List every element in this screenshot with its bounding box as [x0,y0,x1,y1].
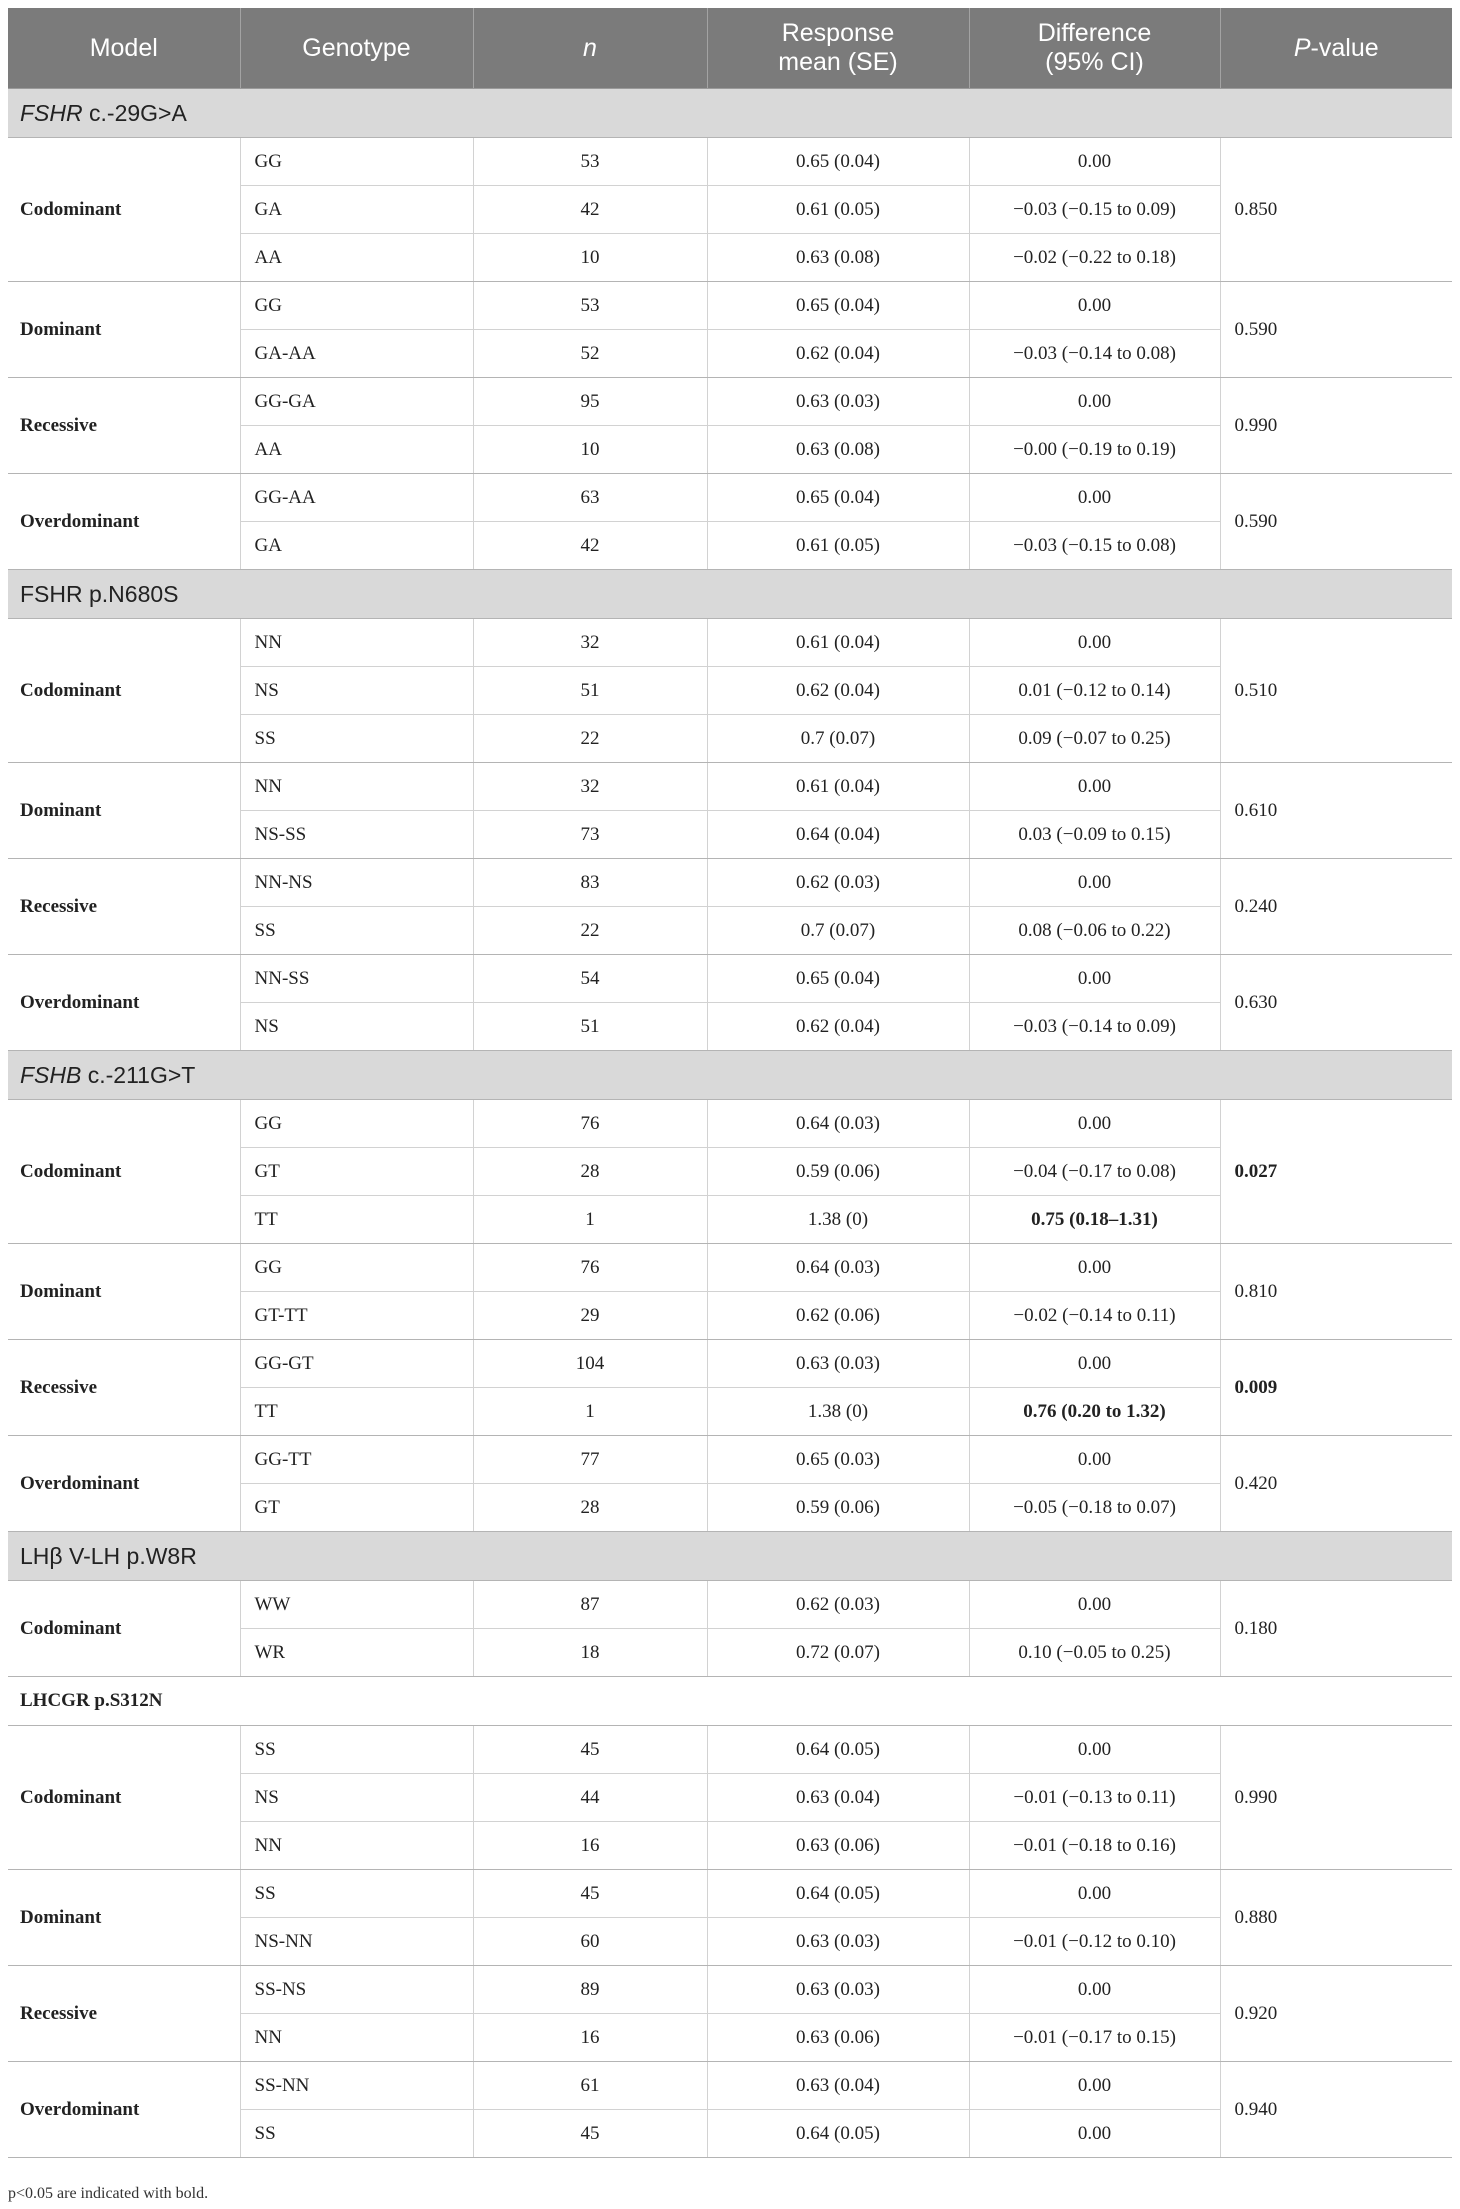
response-mean-cell: 0.65 (0.04) [707,474,969,522]
header-pvalue-letter: P [1293,33,1311,62]
genotype-cell: SS [240,1726,473,1774]
model-cell: Codominant [8,1726,240,1870]
genotype-cell: GG-AA [240,474,473,522]
table-row [8,1100,1452,1148]
n-cell: 45 [473,1726,707,1774]
header-response-line1: Response [781,19,895,47]
genotype-cell: NS [240,1774,473,1822]
header-difference-line1: Difference [1037,19,1152,47]
table-row [8,1581,1452,1629]
n-cell: 44 [473,1774,707,1822]
model-cell: Dominant [8,1244,240,1340]
response-mean-cell: 0.62 (0.06) [707,1292,969,1340]
table-row [8,474,1452,522]
response-mean-cell: 0.64 (0.04) [707,811,969,859]
response-mean-cell: 0.63 (0.08) [707,426,969,474]
difference-cell: 0.00 [969,282,1220,330]
difference-cell: 0.00 [969,2062,1220,2110]
response-mean-cell: 0.63 (0.03) [707,378,969,426]
difference-cell: 0.00 [969,955,1220,1003]
genotype-cell: NN [240,763,473,811]
n-cell: 28 [473,1148,707,1196]
response-mean-cell: 0.65 (0.04) [707,282,969,330]
n-cell: 29 [473,1292,707,1340]
n-cell: 76 [473,1100,707,1148]
model-cell: Dominant [8,282,240,378]
section-title [8,89,1452,138]
n-cell: 1 [473,1196,707,1244]
pvalue-cell: 0.240 [1220,859,1452,955]
pvalue-cell: 0.880 [1220,1870,1452,1966]
model-cell: Codominant [8,138,240,282]
header-pvalue-rest: -value [1310,33,1379,62]
results-table-container [8,8,1452,2158]
response-mean-cell: 0.64 (0.05) [707,1726,969,1774]
model-cell: Overdominant [8,955,240,1051]
difference-cell: −0.02 (−0.14 to 0.11) [969,1292,1220,1340]
response-mean-cell: 1.38 (0) [707,1388,969,1436]
pvalue-cell: 0.180 [1220,1581,1452,1677]
response-mean-cell: 0.61 (0.04) [707,619,969,667]
genotype-cell: GG-GT [240,1340,473,1388]
difference-cell: 0.00 [969,1581,1220,1629]
pvalue-cell: 0.630 [1220,955,1452,1051]
genotype-cell: GG-TT [240,1436,473,1484]
difference-cell: 0.10 (−0.05 to 0.25) [969,1629,1220,1677]
difference-cell: 0.00 [969,378,1220,426]
response-mean-cell: 0.63 (0.08) [707,234,969,282]
difference-cell: −0.01 (−0.12 to 0.10) [969,1918,1220,1966]
genotype-cell: SS-NN [240,2062,473,2110]
response-mean-cell: 0.63 (0.03) [707,1918,969,1966]
genotype-cell: GG [240,138,473,186]
model-cell: Recessive [8,1340,240,1436]
model-cell: Codominant [8,619,240,763]
difference-cell: 0.01 (−0.12 to 0.14) [969,667,1220,715]
response-mean-cell: 0.61 (0.05) [707,522,969,570]
difference-cell: −0.03 (−0.15 to 0.08) [969,522,1220,570]
table-row [8,1966,1452,2014]
n-cell: 16 [473,1822,707,1870]
model-cell: Dominant [8,763,240,859]
footnote: p<0.05 are indicated with bold. [8,2185,209,2202]
n-cell: 73 [473,811,707,859]
difference-cell: −0.03 (−0.15 to 0.09) [969,186,1220,234]
table-row [8,378,1452,426]
pvalue-cell: 0.810 [1220,1244,1452,1340]
response-mean-cell: 0.64 (0.03) [707,1244,969,1292]
response-mean-cell: 0.61 (0.04) [707,763,969,811]
difference-cell: 0.00 [969,1870,1220,1918]
n-cell: 95 [473,378,707,426]
section-title [8,1677,1452,1726]
section-row [8,1677,1452,1726]
n-cell: 22 [473,907,707,955]
genotype-cell: GT [240,1484,473,1532]
genotype-cell: NN [240,1822,473,1870]
genotype-cell: GA [240,522,473,570]
genotype-cell: NS [240,1003,473,1051]
genotype-cell: GG [240,1100,473,1148]
section-gene: FSHB [20,1061,82,1088]
n-cell: 45 [473,2110,707,2158]
difference-cell: −0.01 (−0.17 to 0.15) [969,2014,1220,2062]
difference-cell: −0.01 (−0.13 to 0.11) [969,1774,1220,1822]
difference-cell: −0.02 (−0.22 to 0.18) [969,234,1220,282]
section-row [8,1532,1452,1581]
model-cell: Recessive [8,1966,240,2062]
header-response-mean [707,8,969,89]
n-cell: 32 [473,619,707,667]
genotype-cell: TT [240,1196,473,1244]
genotype-cell: WW [240,1581,473,1629]
difference-cell: 0.03 (−0.09 to 0.15) [969,811,1220,859]
n-cell: 54 [473,955,707,1003]
section-gene: FSHR p.N680S [20,580,179,607]
response-mean-cell: 0.62 (0.04) [707,667,969,715]
genotype-cell: NS [240,667,473,715]
model-cell: Dominant [8,1870,240,1966]
genotype-cell: SS [240,2110,473,2158]
n-cell: 42 [473,522,707,570]
header-difference [969,8,1220,89]
difference-cell: 0.00 [969,619,1220,667]
pvalue-cell: 0.610 [1220,763,1452,859]
table-row [8,1870,1452,1918]
n-cell: 10 [473,234,707,282]
difference-cell: 0.00 [969,1726,1220,1774]
response-mean-cell: 0.59 (0.06) [707,1484,969,1532]
header-n-text: n [583,33,597,62]
difference-cell: 0.75 (0.18–1.31) [969,1196,1220,1244]
difference-cell: −0.04 (−0.17 to 0.08) [969,1148,1220,1196]
response-mean-cell: 0.62 (0.03) [707,859,969,907]
table-row [8,1244,1452,1292]
section-variant: c.-29G>A [82,99,187,126]
genotype-cell: NS-SS [240,811,473,859]
model-cell: Overdominant [8,2062,240,2158]
response-mean-cell: 0.63 (0.03) [707,1966,969,2014]
response-mean-cell: 0.64 (0.03) [707,1100,969,1148]
table-body [8,89,1452,2158]
n-cell: 45 [473,1870,707,1918]
n-cell: 16 [473,2014,707,2062]
table-row [8,282,1452,330]
difference-cell: 0.00 [969,1340,1220,1388]
header-difference-line2: (95% CI) [1045,48,1144,76]
model-cell: Codominant [8,1581,240,1677]
header-response-line2: mean (SE) [778,48,898,76]
response-mean-cell: 0.64 (0.05) [707,2110,969,2158]
difference-cell: 0.08 (−0.06 to 0.22) [969,907,1220,955]
model-cell: Codominant [8,1100,240,1244]
difference-cell: −0.03 (−0.14 to 0.08) [969,330,1220,378]
genotype-cell: AA [240,234,473,282]
pvalue-cell: 0.940 [1220,2062,1452,2158]
table-row [8,619,1452,667]
model-cell: Overdominant [8,1436,240,1532]
difference-cell: 0.00 [969,1100,1220,1148]
header-pvalue [1220,8,1452,89]
section-title [8,1051,1452,1100]
difference-cell: −0.00 (−0.19 to 0.19) [969,426,1220,474]
table-row [8,859,1452,907]
pvalue-cell: 0.510 [1220,619,1452,763]
n-cell: 53 [473,282,707,330]
n-cell: 60 [473,1918,707,1966]
n-cell: 77 [473,1436,707,1484]
pvalue-cell: 0.009 [1220,1340,1452,1436]
section-row [8,89,1452,138]
difference-cell: 0.00 [969,138,1220,186]
response-mean-cell: 0.63 (0.03) [707,1340,969,1388]
n-cell: 89 [473,1966,707,2014]
response-mean-cell: 0.63 (0.06) [707,2014,969,2062]
response-mean-cell: 0.63 (0.06) [707,1822,969,1870]
difference-cell: 0.00 [969,474,1220,522]
genotype-cell: GA-AA [240,330,473,378]
response-mean-cell: 0.65 (0.04) [707,955,969,1003]
genotype-cell: GA [240,186,473,234]
genotype-cell: GT-TT [240,1292,473,1340]
difference-cell: 0.00 [969,2110,1220,2158]
difference-cell: −0.01 (−0.18 to 0.16) [969,1822,1220,1870]
pvalue-cell: 0.990 [1220,378,1452,474]
section-title [8,570,1452,619]
pvalue-cell: 0.920 [1220,1966,1452,2062]
genotype-cell: WR [240,1629,473,1677]
table-row [8,955,1452,1003]
section-row [8,570,1452,619]
n-cell: 83 [473,859,707,907]
genotype-cell: AA [240,426,473,474]
response-mean-cell: 0.62 (0.04) [707,330,969,378]
response-mean-cell: 0.59 (0.06) [707,1148,969,1196]
table-row [8,1340,1452,1388]
genotype-cell: GG-GA [240,378,473,426]
table-row [8,1436,1452,1484]
genotype-cell: NN [240,619,473,667]
difference-cell: −0.03 (−0.14 to 0.09) [969,1003,1220,1051]
genotype-cell: TT [240,1388,473,1436]
genotype-cell: NN-NS [240,859,473,907]
table-header [8,8,1452,89]
difference-cell: 0.00 [969,1244,1220,1292]
model-cell: Recessive [8,859,240,955]
section-gene: FSHR [20,99,83,126]
n-cell: 63 [473,474,707,522]
genotype-cell: SS-NS [240,1966,473,2014]
n-cell: 53 [473,138,707,186]
response-mean-cell: 0.63 (0.04) [707,2062,969,2110]
table-row [8,138,1452,186]
pvalue-cell: 0.420 [1220,1436,1452,1532]
genotype-cell: GG [240,1244,473,1292]
pvalue-cell: 0.027 [1220,1100,1452,1244]
genotype-response-table [8,8,1452,2158]
difference-cell: 0.00 [969,1436,1220,1484]
n-cell: 18 [473,1629,707,1677]
genotype-cell: NN-SS [240,955,473,1003]
n-cell: 32 [473,763,707,811]
difference-cell: 0.09 (−0.07 to 0.25) [969,715,1220,763]
header-genotype: Genotype [240,8,473,89]
n-cell: 52 [473,330,707,378]
difference-cell: 0.00 [969,1966,1220,2014]
table-row [8,763,1452,811]
difference-cell: −0.05 (−0.18 to 0.07) [969,1484,1220,1532]
table-row [8,2062,1452,2110]
table-row [8,1726,1452,1774]
genotype-cell: SS [240,907,473,955]
genotype-cell: NN [240,2014,473,2062]
genotype-cell: SS [240,1870,473,1918]
genotype-cell: GG [240,282,473,330]
section-gene: LHCGR p.S312N [20,1690,163,1711]
response-mean-cell: 0.61 (0.05) [707,186,969,234]
response-mean-cell: 0.62 (0.04) [707,1003,969,1051]
pvalue-cell: 0.990 [1220,1726,1452,1870]
n-cell: 51 [473,667,707,715]
n-cell: 1 [473,1388,707,1436]
response-mean-cell: 0.65 (0.04) [707,138,969,186]
response-mean-cell: 1.38 (0) [707,1196,969,1244]
difference-cell: 0.76 (0.20 to 1.32) [969,1388,1220,1436]
section-variant: c.-211G>T [81,1061,196,1088]
difference-cell: 0.00 [969,859,1220,907]
response-mean-cell: 0.64 (0.05) [707,1870,969,1918]
header-n [473,8,707,89]
n-cell: 10 [473,426,707,474]
model-cell: Recessive [8,378,240,474]
response-mean-cell: 0.72 (0.07) [707,1629,969,1677]
response-mean-cell: 0.62 (0.03) [707,1581,969,1629]
genotype-cell: GT [240,1148,473,1196]
n-cell: 87 [473,1581,707,1629]
genotype-cell: SS [240,715,473,763]
n-cell: 51 [473,1003,707,1051]
difference-cell: 0.00 [969,763,1220,811]
model-cell: Overdominant [8,474,240,570]
section-row [8,1051,1452,1100]
n-cell: 42 [473,186,707,234]
section-gene: LHβ V-LH p.W8R [20,1542,197,1569]
n-cell: 28 [473,1484,707,1532]
pvalue-cell: 0.850 [1220,138,1452,282]
genotype-cell: NS-NN [240,1918,473,1966]
pvalue-cell: 0.590 [1220,282,1452,378]
response-mean-cell: 0.65 (0.03) [707,1436,969,1484]
section-title [8,1532,1452,1581]
response-mean-cell: 0.7 (0.07) [707,907,969,955]
header-model: Model [8,8,240,89]
response-mean-cell: 0.63 (0.04) [707,1774,969,1822]
pvalue-cell: 0.590 [1220,474,1452,570]
response-mean-cell: 0.7 (0.07) [707,715,969,763]
n-cell: 22 [473,715,707,763]
n-cell: 61 [473,2062,707,2110]
n-cell: 104 [473,1340,707,1388]
n-cell: 76 [473,1244,707,1292]
